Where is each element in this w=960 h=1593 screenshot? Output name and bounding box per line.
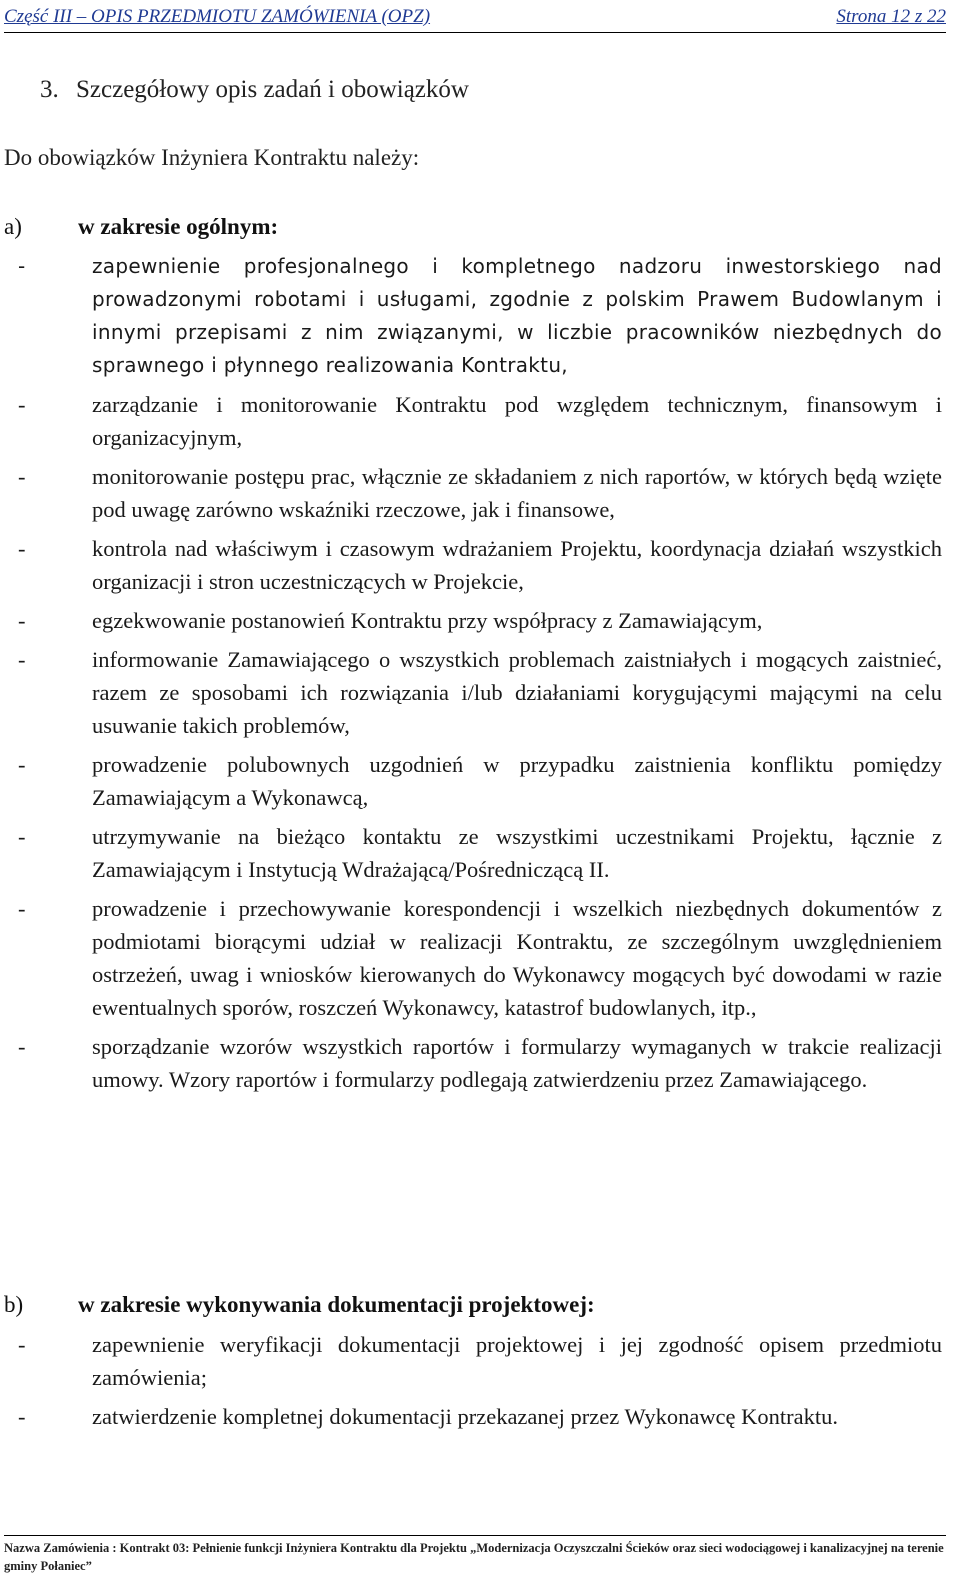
list-item: - zapewnienie weryfikacji dokumentacji projektowej i jej zgodność opisem przedmiotu zamówienia;: [4, 1328, 942, 1394]
duties-list-general: [4, 250, 942, 1102]
page-header: [4, 6, 946, 33]
list-item: - zarządzanie i monitorowanie Kontraktu pod względem technicznym, finansowym i organizacyjnym,: [4, 388, 942, 454]
list-dash: -: [18, 647, 26, 672]
list-dash: -: [18, 536, 26, 561]
list-item: - zatwierdzenie kompletnej dokumentacji przekazanej przez Wykonawcę Kontraktu.: [4, 1400, 942, 1433]
list-item: - sporządzanie wzorów wszystkich raportów i formularzy wymaganych w trakcie realizacji umowy. Wzory raportów i formularzy podlegają zatwierdzeniu przez Zamawiającego.: [4, 1030, 942, 1096]
section-title: Szczegółowy opis zadań i obowiązków: [76, 76, 469, 103]
list-dash: -: [18, 896, 26, 921]
list-dash: -: [18, 608, 26, 633]
section-number: 3.: [40, 76, 59, 103]
list-dash: -: [18, 1332, 26, 1357]
list-item: - kontrola nad właściwym i czasowym wdrażaniem Projektu, koordynacja działań wszystkich organizacji i stron uczestniczących w Projekcie,: [4, 532, 942, 598]
intro-line: Do obowiązków Inżyniera Kontraktu należy:: [4, 145, 420, 170]
list-dash: -: [18, 392, 26, 417]
subsection-title: w zakresie ogólnym:: [78, 214, 279, 239]
list-item: - egzekwowanie postanowień Kontraktu przy współpracy z Zamawiającym,: [4, 604, 942, 637]
list-item: - informowanie Zamawiającego o wszystkich problemach zaistniałych i mogących zaistnieć, razem ze sposobami ich rozwiązania i/lub działaniami korygującymi mającymi na celu usuwanie takich problemów,: [4, 643, 942, 742]
header-document-part: Część III – OPIS PRZEDMIOTU ZAMÓWIENIA (OPZ): [4, 6, 431, 27]
list-dash: -: [18, 1034, 26, 1059]
subsection-letter: b): [4, 1292, 24, 1317]
list-dash: -: [18, 824, 26, 849]
list-dash: -: [18, 254, 26, 278]
header-page-number: Strona 12 z 22: [836, 6, 946, 27]
list-item: - utrzymywanie na bieżąco kontaktu ze wszystkimi uczestnikami Projektu, łącznie z Zamawiającym i Instytucją Wdrażającą/Pośredniczącą II.: [4, 820, 942, 886]
list-item: - prowadzenie i przechowywanie korespondencji i wszelkich niezbędnych dokumentów z podmiotami biorącymi udział w realizacji Kontraktu, ze szczególnym uwzględnieniem ostrzeżeń, uwag i wniosków kierowanych do Wykonawcy mogących być dowodami w razie ewentualnych sporów, roszczeń Wykonawcy, katastrof budowlanych, itp.,: [4, 892, 942, 1024]
list-item: - prowadzenie polubownych uzgodnień w przypadku zaistnienia konfliktu pomiędzy Zamawiającym a Wykonawcą,: [4, 748, 942, 814]
list-dash: -: [18, 752, 26, 777]
subsection-letter: a): [4, 214, 22, 239]
section-heading: [40, 76, 469, 104]
page-footer: Nazwa Zamówienia : Kontrakt 03: Pełnienie funkcji Inżyniera Kontraktu dla Projektu „Modernizacja Oczyszczalni Ścieków oraz sieci wodociągowej i kanalizacyjnej na terenie gminy Połaniec”: [4, 1535, 946, 1575]
list-item: - zapewnienie profesjonalnego i kompletnego nadzoru inwestorskiego nad prowadzonymi robotami i usługami, zgodnie z polskim Prawem Budowlanym i innymi przepisami z nim związanymi, w liczbie pracowników niezbędnych do sprawnego i płynnego realizowania Kontraktu,: [4, 250, 942, 382]
list-dash: -: [18, 464, 26, 489]
list-dash: -: [18, 1404, 26, 1429]
subsection-title: w zakresie wykonywania dokumentacji projektowej:: [78, 1292, 595, 1317]
list-item: - monitorowanie postępu prac, włącznie ze składaniem z nich raportów, w których będą wzięte pod uwagę zarówno wskaźniki rzeczowe, jak i finansowe,: [4, 460, 942, 526]
duties-list-design-docs: [4, 1328, 942, 1439]
